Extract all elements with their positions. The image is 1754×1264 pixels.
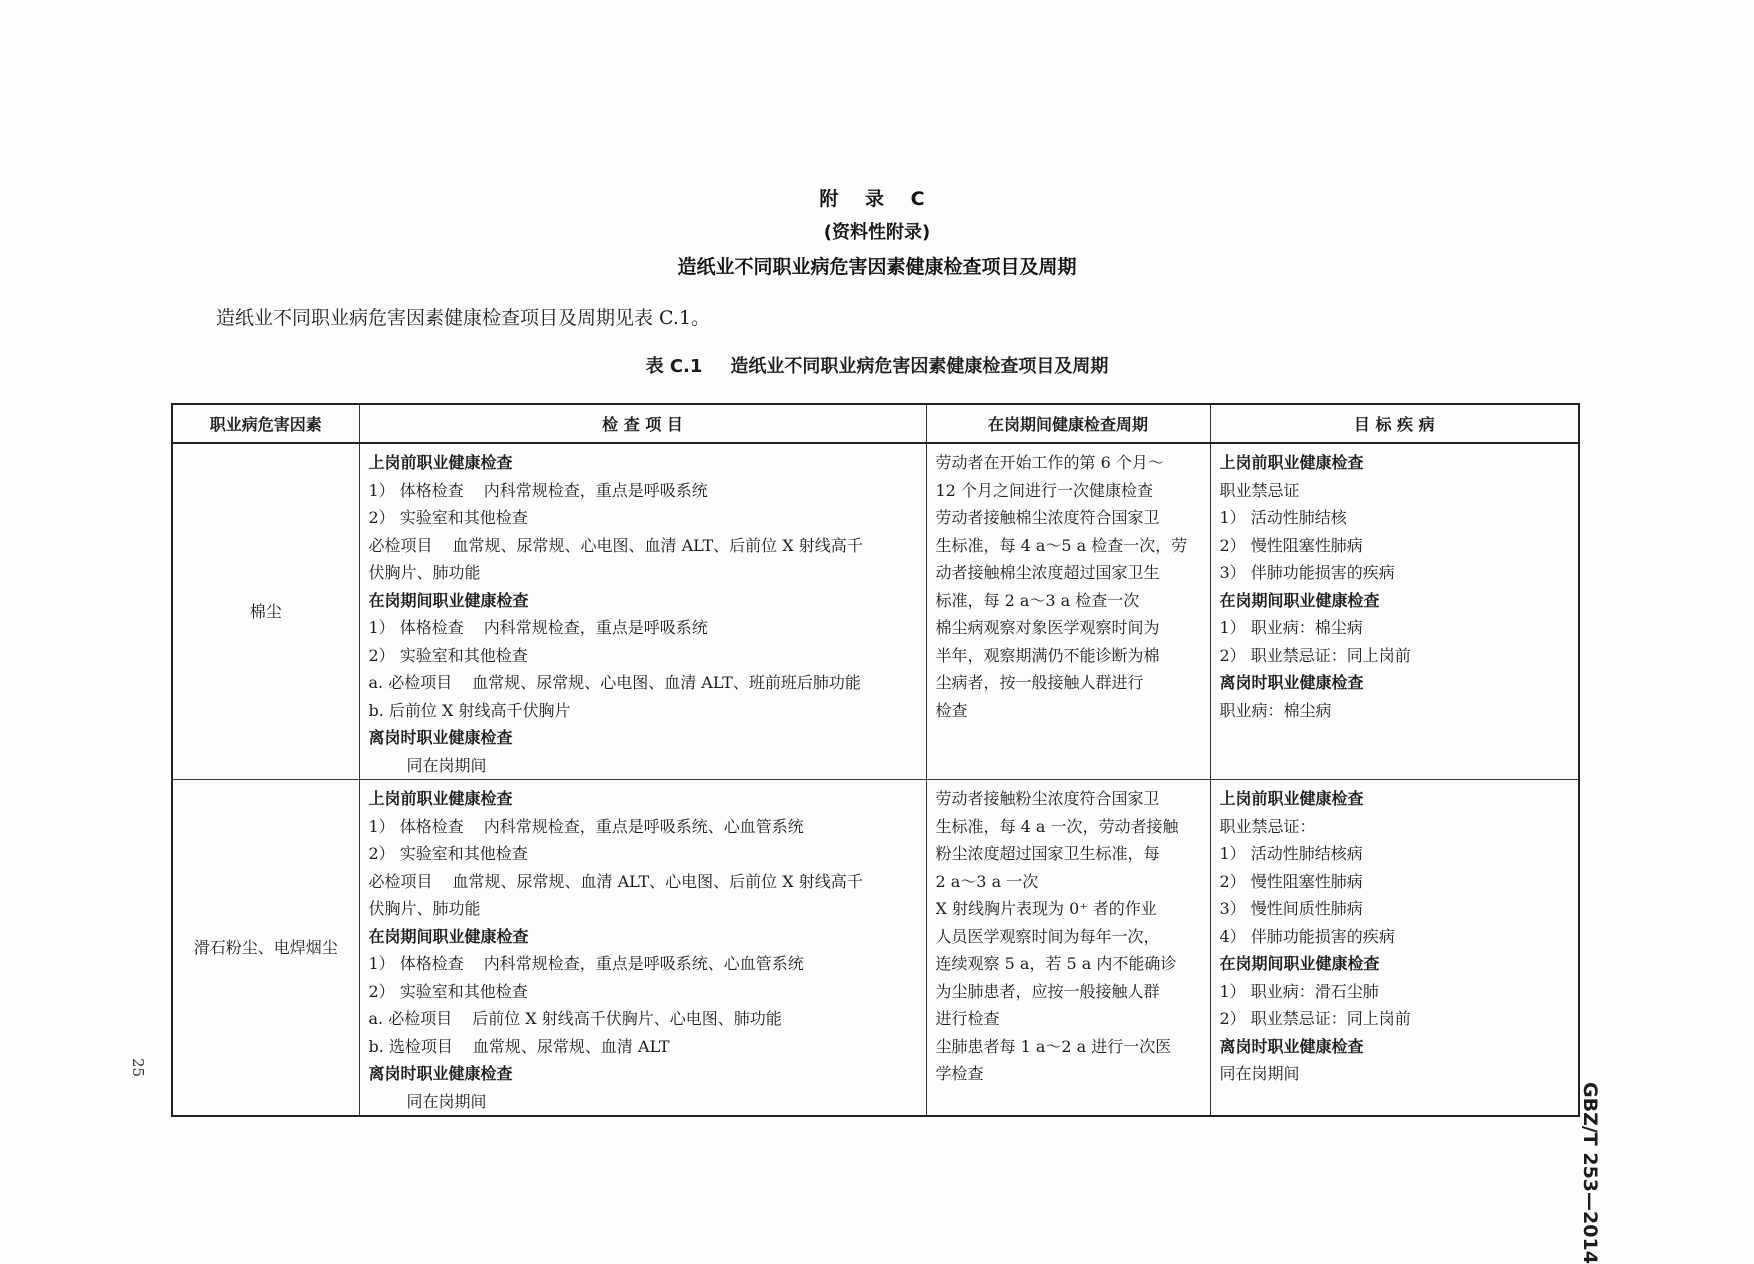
section-heading: 在岗期间职业健康检查 <box>368 926 529 946</box>
disease-line: 职业病：棉尘病 <box>1219 700 1332 720</box>
item-line: 必检项目 血常规、尿常规、心电图、血清 ALT、后前位 X 射线高千 <box>368 535 863 555</box>
cycle-line: 标准，每 2 a～3 a 检查一次 <box>935 590 1140 610</box>
disease-line: 2） 职业禁忌证：同上岗前 <box>1219 1009 1411 1028</box>
cycle-line: 半年，观察期满仍不能诊断为棉 <box>935 645 1160 665</box>
section-heading: 离岗时职业健康检查 <box>1219 1036 1364 1056</box>
table-caption <box>0 352 1754 378</box>
item-line: 必检项目 血常规、尿常规、血清 ALT、心电图、后前位 X 射线高千 <box>368 871 863 891</box>
section-heading: 上岗前职业健康检查 <box>368 453 513 472</box>
item-line: 伏胸片、肺功能 <box>368 563 481 582</box>
cycle-line: 尘肺患者每 1 a～2 a 进行一次医 <box>935 1036 1172 1056</box>
cycle-line: 劳动者在开始工作的第 6 个月～ <box>935 453 1164 472</box>
hazard-factor-cell: 滑石粉尘、电焊烟尘 <box>172 780 359 1117</box>
disease-line: 职业禁忌证 <box>1219 480 1300 500</box>
section-heading: 离岗时职业健康检查 <box>368 1064 513 1083</box>
disease-line: 4） 伴肺功能损害的疾病 <box>1219 926 1395 946</box>
disease-line: 3） 伴肺功能损害的疾病 <box>1219 563 1395 582</box>
disease-line: 同在岗期间 <box>1219 1064 1300 1083</box>
item-line: b. 后前位 X 射线高千伏胸片 <box>368 700 571 720</box>
item-line: 同在岗期间 <box>406 755 487 775</box>
section-heading: 上岗前职业健康检查 <box>1219 789 1364 808</box>
item-line: b. 选检项目 血常规、尿常规、血清 ALT <box>368 1036 670 1056</box>
target-diseases-cell <box>1210 780 1579 1117</box>
table-header-row <box>172 404 1579 443</box>
item-line: 1） 体格检查 内科常规检查，重点是呼吸系统、心血管系统 <box>368 816 804 836</box>
disease-line: 1） 职业病：棉尘病 <box>1219 618 1363 637</box>
item-line: 1） 体格检查 内科常规检查，重点是呼吸系统 <box>368 480 708 500</box>
cycle-line: 棉尘病观察对象医学观察时间为 <box>935 618 1160 637</box>
disease-line: 2） 职业禁忌证：同上岗前 <box>1219 645 1411 665</box>
section-heading: 在岗期间职业健康检查 <box>1219 590 1380 610</box>
table-number: 表 C.1 <box>645 356 703 377</box>
annex-type: (资料性附录) <box>823 222 931 243</box>
cycle-line: 生标准，每 4 a～5 a 检查一次，劳 <box>935 535 1188 555</box>
cycle-line: 2 a～3 a 一次 <box>935 871 1039 891</box>
check-cycle-cell <box>926 443 1210 780</box>
item-line: 2） 实验室和其他检查 <box>368 508 528 527</box>
section-heading: 上岗前职业健康检查 <box>368 789 513 808</box>
section-heading: 离岗时职业健康检查 <box>368 728 513 747</box>
disease-line: 3） 慢性间质性肺病 <box>1219 899 1363 918</box>
target-diseases-cell <box>1210 443 1579 780</box>
disease-line: 1） 活动性肺结核 <box>1219 508 1347 527</box>
header-cycle: 在岗期间健康检查周期 <box>926 404 1210 443</box>
header-diseases: 目 标 疾 病 <box>1210 404 1579 443</box>
cycle-line: 人员医学观察时间为每年一次， <box>935 926 1160 946</box>
table-row <box>172 443 1579 780</box>
disease-line: 1） 活动性肺结核病 <box>1219 844 1363 863</box>
section-heading: 在岗期间职业健康检查 <box>368 590 529 610</box>
disease-line: 职业禁忌证： <box>1219 816 1316 836</box>
table-caption-text: 造纸业不同职业病危害因素健康检查项目及周期 <box>730 356 1109 377</box>
section-heading: 上岗前职业健康检查 <box>1219 453 1364 472</box>
hazard-factor-cell: 棉尘 <box>172 443 359 780</box>
item-line: 2） 实验室和其他检查 <box>368 981 528 1001</box>
cycle-line: 尘病者，按一般接触人群进行 <box>935 673 1144 692</box>
health-check-table <box>171 403 1580 1117</box>
check-cycle-cell <box>926 780 1210 1117</box>
item-line: 同在岗期间 <box>406 1091 487 1111</box>
cycle-line: 检查 <box>935 700 968 720</box>
item-line: a. 必检项目 血常规、尿常规、心电图、血清 ALT、班前班后肺功能 <box>368 673 861 692</box>
disease-line: 1） 职业病：滑石尘肺 <box>1219 981 1379 1001</box>
page-number: 25 <box>129 1058 147 1078</box>
table-row <box>172 780 1579 1117</box>
check-items-cell <box>359 443 926 780</box>
section-heading: 在岗期间职业健康检查 <box>1219 954 1380 973</box>
cycle-line: 学检查 <box>935 1064 984 1083</box>
disease-line: 2） 慢性阻塞性肺病 <box>1219 871 1363 891</box>
header-factor: 职业病危害因素 <box>172 404 359 443</box>
check-items-cell <box>359 780 926 1117</box>
cycle-line: X 射线胸片表现为 0⁺ 者的作业 <box>935 899 1157 918</box>
cycle-line: 为尘肺患者，应按一般接触人群 <box>935 981 1160 1001</box>
cycle-line: 进行检查 <box>935 1009 1000 1028</box>
item-line: 2） 实验室和其他检查 <box>368 844 528 863</box>
cycle-line: 动者接触棉尘浓度超过国家卫生 <box>935 563 1160 582</box>
cycle-line: 连续观察 5 a，若 5 a 内不能确诊 <box>935 954 1177 973</box>
annex-name: 造纸业不同职业病危害因素健康检查项目及周期 <box>677 256 1077 278</box>
standard-code: GBZ/T 253—2014 <box>1579 1082 1601 1264</box>
disease-line: 2） 慢性阻塞性肺病 <box>1219 535 1363 555</box>
item-line: 伏胸片、肺功能 <box>368 899 481 918</box>
annex-title: 附 录 C <box>819 188 935 210</box>
header-items: 检 查 项 目 <box>359 404 926 443</box>
section-heading: 离岗时职业健康检查 <box>1219 673 1364 692</box>
item-line: 2） 实验室和其他检查 <box>368 645 528 665</box>
cycle-line: 粉尘浓度超过国家卫生标准，每 <box>935 844 1160 863</box>
cycle-line: 劳动者接触粉尘浓度符合国家卫 <box>935 789 1160 808</box>
cycle-line: 生标准，每 4 a 一次，劳动者接触 <box>935 816 1179 836</box>
item-line: a. 必检项目 后前位 X 射线高千伏胸片、心电图、肺功能 <box>368 1009 782 1028</box>
intro-paragraph: 造纸业不同职业病危害因素健康检查项目及周期见表 C.1。 <box>216 307 711 329</box>
item-line: 1） 体格检查 内科常规检查，重点是呼吸系统 <box>368 618 708 637</box>
cycle-line: 劳动者接触棉尘浓度符合国家卫 <box>935 508 1160 527</box>
cycle-line: 12 个月之间进行一次健康检查 <box>935 480 1153 500</box>
item-line: 1） 体格检查 内科常规检查，重点是呼吸系统、心血管系统 <box>368 954 804 973</box>
